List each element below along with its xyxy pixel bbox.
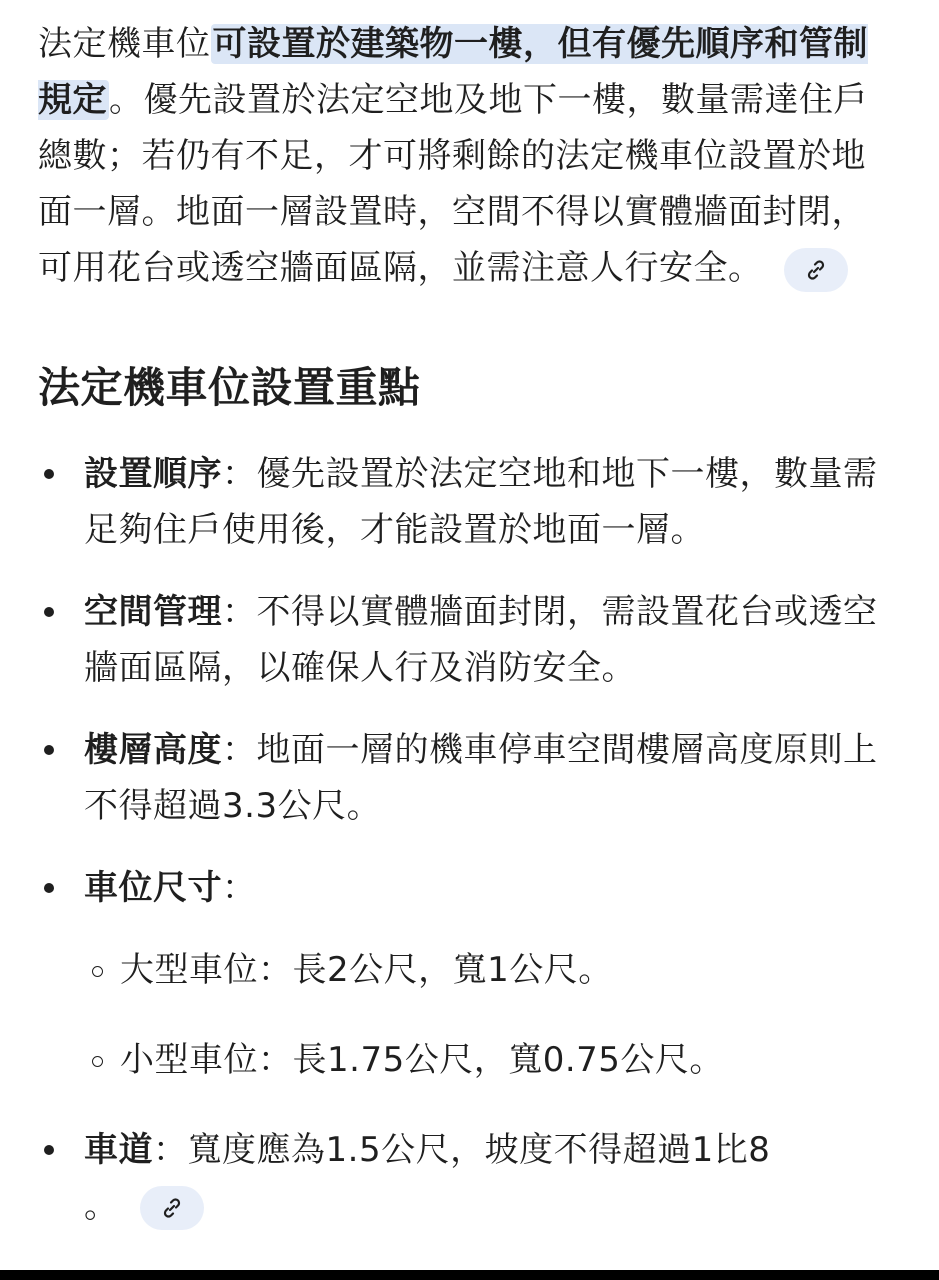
- sub-list-item: 大型車位：長2公尺，寬1公尺。: [84, 942, 898, 998]
- source-link-button[interactable]: [784, 248, 848, 292]
- point-text: ：: [222, 868, 257, 908]
- point-text: ：寬度應為1.5公尺，坡度不得超過1比8: [153, 1130, 771, 1170]
- point-term: 樓層高度: [84, 730, 222, 770]
- link-icon: [160, 1196, 184, 1220]
- point-term: 車道: [84, 1130, 153, 1170]
- key-points-list: [38, 446, 898, 1234]
- point-tail: 。: [84, 1186, 119, 1226]
- list-item: [38, 722, 898, 834]
- list-item: [38, 1122, 898, 1234]
- link-icon: [804, 258, 828, 282]
- intro-paragraph: [38, 16, 898, 296]
- list-item: [38, 446, 898, 558]
- point-text: ：優先設置於法定空地和地下一樓，數量需足夠住戶使用後，才能設置於地面一層。: [84, 454, 878, 550]
- section-heading: 法定機車位設置重點: [38, 363, 421, 412]
- bottom-edge-bar: [0, 1270, 939, 1280]
- intro-highlight: 可設置於建築物一樓，但有優先順序和管制規定: [38, 24, 868, 120]
- intro-rest: 。優先設置於法定空地及地下一樓，數量需達住戶總數；若仍有不足，才可將剩餘的法定機車位設置於地面一層。地面一層設置時，空間不得以實體牆面封閉，可用花台或透空牆面區隔，並需注意人行安全。: [38, 80, 868, 288]
- list-item: [38, 860, 898, 1088]
- point-term: 空間管理: [84, 592, 222, 632]
- sub-list-item: 小型車位：長1.75公尺，寬0.75公尺。: [84, 1032, 898, 1088]
- size-sublist: [84, 942, 898, 1088]
- point-text: ：不得以實體牆面封閉，需設置花台或透空牆面區隔，以確保人行及消防安全。: [84, 592, 878, 688]
- point-text: ：地面一層的機車停車空間樓層高度原則上不得超過3.3公尺。: [84, 730, 878, 826]
- point-term: 車位尺寸: [84, 868, 222, 908]
- point-term: 設置順序: [84, 454, 222, 494]
- source-link-button[interactable]: [140, 1186, 204, 1230]
- answer-content: [38, 16, 898, 1260]
- list-item: [38, 584, 898, 696]
- intro-lead: 法定機車位: [38, 24, 211, 64]
